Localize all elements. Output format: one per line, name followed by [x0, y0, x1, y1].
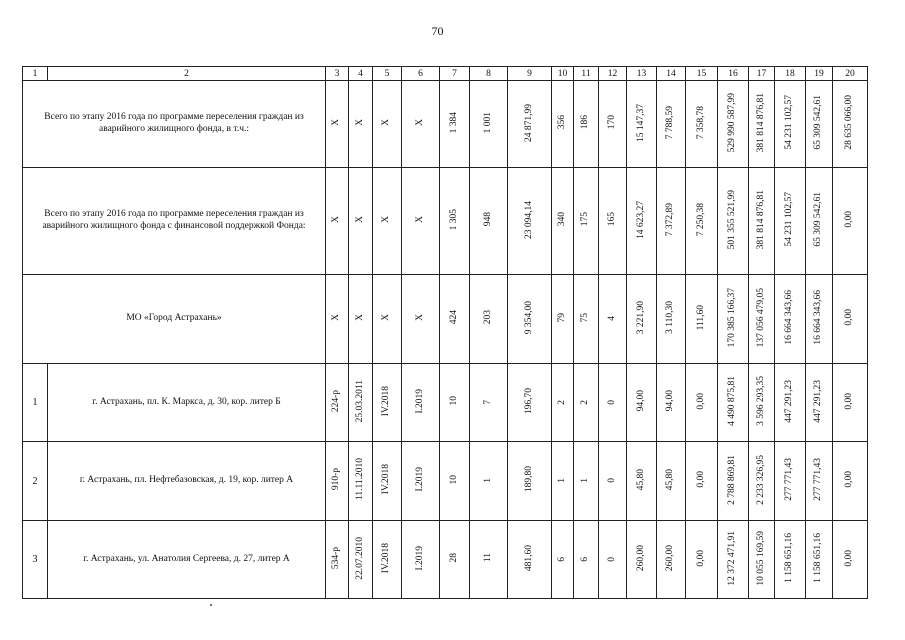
- rotated-value: 3 110,30: [665, 301, 676, 334]
- rotated-value: 54 231 102,57: [784, 192, 795, 247]
- rotated-value: 54 231 102,57: [784, 95, 795, 150]
- value-cell-c11: [574, 81, 599, 168]
- value-cell-c18: [775, 521, 806, 599]
- value-cell-c20: [833, 442, 868, 521]
- column-number-cell: 8: [470, 67, 508, 81]
- address-cell: г. Астрахань, пл. К. Маркса, д. 30, кор. литер Б: [48, 364, 326, 442]
- value-cell-c8: [470, 168, 508, 275]
- value-cell-c4: [349, 521, 373, 599]
- rotated-value: 94,00: [635, 390, 646, 412]
- rotated-value: 75: [580, 312, 591, 323]
- rotated-value: 203: [482, 310, 493, 325]
- value-cell-c16: [718, 168, 749, 275]
- rotated-value: Х: [331, 314, 342, 321]
- value-cell-c5: [373, 168, 402, 275]
- column-number-cell: 9: [508, 67, 552, 81]
- rotated-value: 447 291,23: [784, 379, 795, 423]
- value-cell-c6: [402, 275, 440, 364]
- value-cell-c7: [440, 275, 470, 364]
- resettlement-table: [22, 66, 868, 599]
- value-cell-c4: [349, 275, 373, 364]
- rotated-value: 10: [448, 474, 459, 485]
- value-cell-c17: [749, 168, 775, 275]
- rotated-value: 25.03.2011: [354, 379, 365, 423]
- value-cell-c19: [806, 275, 833, 364]
- column-number-cell: 16: [718, 67, 749, 81]
- value-cell-c6: [402, 442, 440, 521]
- rotated-value: 24 871,99: [523, 103, 534, 142]
- value-cell-c9: [508, 364, 552, 442]
- rotated-value: 447 291,23: [813, 379, 824, 423]
- row-number-cell: 1: [23, 364, 48, 442]
- rotated-value: 910-р: [331, 468, 342, 491]
- rotated-value: 2 233 326,95: [755, 454, 766, 505]
- value-cell-c4: [349, 168, 373, 275]
- rotated-value: 0,00: [844, 392, 855, 410]
- rotated-value: 2: [580, 399, 591, 405]
- rotated-value: 260,00: [665, 544, 676, 572]
- rotated-value: Х: [414, 119, 425, 126]
- column-number-cell: 5: [373, 67, 402, 81]
- value-cell-c14: [657, 442, 686, 521]
- rotated-value: 1: [482, 478, 493, 483]
- rotated-value: 170: [606, 115, 617, 130]
- column-number-cell: 11: [574, 67, 599, 81]
- value-cell-c18: [775, 81, 806, 168]
- rotated-value: 6: [556, 556, 567, 562]
- rotated-value: 2: [556, 399, 567, 405]
- value-cell-c20: [833, 81, 868, 168]
- rotated-value: 0: [606, 556, 617, 562]
- value-cell-c17: [749, 521, 775, 599]
- value-cell-c9: [508, 442, 552, 521]
- value-cell-c6: [402, 81, 440, 168]
- rotated-value: 0,00: [844, 309, 855, 326]
- rotated-value: Х: [414, 216, 425, 223]
- value-cell-c11: [574, 442, 599, 521]
- rotated-value: 1 001: [482, 111, 493, 134]
- rotated-value: 165: [606, 212, 617, 227]
- value-cell-c17: [749, 364, 775, 442]
- rotated-value: 11.11.2010: [354, 458, 365, 501]
- rotated-value: 7: [482, 399, 493, 405]
- column-number-cell: 18: [775, 67, 806, 81]
- value-cell-c11: [574, 364, 599, 442]
- value-cell-c17: [749, 442, 775, 521]
- value-cell-c10: [552, 442, 574, 521]
- value-cell-c9: [508, 81, 552, 168]
- summary-title-cell: Всего по этапу 2016 года по программе переселения граждан из аварийного жилищного фонда с финансовой поддержкой Фонда:: [23, 168, 326, 275]
- value-cell-c10: [552, 275, 574, 364]
- value-cell-c19: [806, 81, 833, 168]
- rotated-value: I.2019: [414, 467, 425, 492]
- value-cell-c16: [718, 442, 749, 521]
- value-cell-c20: [833, 364, 868, 442]
- scan-speck: [210, 604, 212, 606]
- value-cell-c3: [326, 521, 349, 599]
- rotated-value: I.2019: [414, 545, 425, 571]
- value-cell-c17: [749, 81, 775, 168]
- rotated-value: 22.07.2010: [354, 536, 365, 580]
- value-cell-c18: [775, 275, 806, 364]
- rotated-value: 7 358,78: [695, 105, 706, 140]
- rotated-value: 45,80: [665, 468, 676, 491]
- value-cell-c20: [833, 521, 868, 599]
- value-cell-c10: [552, 521, 574, 599]
- rotated-value: 356: [556, 115, 567, 130]
- value-cell-c13: [627, 364, 657, 442]
- rotated-value: 1 158 651,16: [813, 533, 824, 583]
- rotated-value: 0,00: [844, 549, 855, 567]
- rotated-value: 10 055 169,59: [755, 530, 766, 586]
- rotated-value: 6: [580, 556, 591, 562]
- rotated-value: Х: [354, 119, 365, 126]
- rotated-value: Х: [381, 314, 392, 321]
- value-cell-c16: [718, 81, 749, 168]
- row-number-cell: 3: [23, 521, 48, 599]
- value-cell-c7: [440, 81, 470, 168]
- summary-row: [23, 168, 868, 275]
- value-cell-c8: [470, 442, 508, 521]
- rotated-value: 0,00: [695, 549, 706, 567]
- rotated-value: 4 490 875,81: [727, 376, 738, 426]
- rotated-value: 0,00: [695, 392, 706, 410]
- value-cell-c14: [657, 81, 686, 168]
- rotated-value: 196,70: [523, 387, 534, 415]
- rotated-value: 3 221,90: [635, 300, 646, 335]
- value-cell-c4: [349, 442, 373, 521]
- column-number-cell: 4: [349, 67, 373, 81]
- value-cell-c11: [574, 521, 599, 599]
- value-cell-c6: [402, 521, 440, 599]
- value-cell-c10: [552, 364, 574, 442]
- building-row: [23, 442, 868, 521]
- rotated-value: 11: [482, 553, 493, 563]
- value-cell-c12: [599, 364, 627, 442]
- rotated-value: 0: [606, 478, 617, 483]
- value-cell-c3: [326, 275, 349, 364]
- row-number-cell: 2: [23, 442, 48, 521]
- rotated-value: 137 056 479,05: [755, 287, 766, 348]
- column-number-cell: 20: [833, 67, 868, 81]
- value-cell-c15: [686, 168, 718, 275]
- rotated-value: 65 309 542,61: [813, 192, 824, 247]
- column-number-row: [23, 67, 868, 81]
- summary-row: [23, 81, 868, 168]
- value-cell-c5: [373, 275, 402, 364]
- rotated-value: 14 623,27: [635, 200, 646, 239]
- value-cell-c16: [718, 521, 749, 599]
- rotated-value: IV.2018: [381, 385, 392, 417]
- rotated-value: 534-р: [331, 546, 342, 570]
- rotated-value: 4: [606, 316, 617, 321]
- rotated-value: 170 385 166,37: [727, 287, 738, 348]
- value-cell-c16: [718, 364, 749, 442]
- value-cell-c18: [775, 168, 806, 275]
- rotated-value: 10: [448, 396, 459, 406]
- rotated-value: 1 384: [448, 111, 459, 134]
- rotated-value: 501 355 521,99: [727, 189, 738, 250]
- value-cell-c15: [686, 275, 718, 364]
- value-cell-c7: [440, 364, 470, 442]
- value-cell-c8: [470, 364, 508, 442]
- value-cell-c5: [373, 364, 402, 442]
- value-cell-c14: [657, 521, 686, 599]
- value-cell-c19: [806, 364, 833, 442]
- value-cell-c15: [686, 442, 718, 521]
- value-cell-c7: [440, 442, 470, 521]
- rotated-value: IV.2018: [381, 464, 392, 495]
- summary-row: [23, 275, 868, 364]
- value-cell-c12: [599, 275, 627, 364]
- rotated-value: 9 354,00: [523, 300, 534, 335]
- rotated-value: Х: [354, 314, 365, 321]
- value-cell-c11: [574, 275, 599, 364]
- rotated-value: 23 094,14: [523, 200, 534, 239]
- rotated-value: 1 158 651,16: [784, 533, 795, 583]
- rotated-value: 15 147,37: [635, 103, 646, 142]
- summary-title-cell: МО «Город Астрахань»: [23, 275, 326, 364]
- value-cell-c13: [627, 521, 657, 599]
- column-number-cell: 7: [440, 67, 470, 81]
- address-cell: г. Астрахань, ул. Анатолия Сергеева, д. 27, литер А: [48, 521, 326, 599]
- value-cell-c18: [775, 442, 806, 521]
- value-cell-c13: [627, 442, 657, 521]
- rotated-value: 224-р: [331, 389, 342, 413]
- rotated-value: 7 788,59: [665, 105, 676, 140]
- rotated-value: 277 771,43: [813, 458, 824, 501]
- rotated-value: Х: [331, 216, 342, 223]
- value-cell-c15: [686, 364, 718, 442]
- value-cell-c20: [833, 275, 868, 364]
- value-cell-c15: [686, 81, 718, 168]
- rotated-value: 0,00: [695, 471, 706, 488]
- rotated-value: 260,00: [635, 544, 646, 572]
- value-cell-c9: [508, 168, 552, 275]
- rotated-value: 948: [482, 212, 493, 227]
- rotated-value: 0,00: [844, 211, 855, 228]
- value-cell-c19: [806, 521, 833, 599]
- rotated-value: 424: [448, 310, 459, 325]
- value-cell-c12: [599, 168, 627, 275]
- rotated-value: 16 664 343,66: [813, 290, 824, 345]
- value-cell-c8: [470, 521, 508, 599]
- column-number-cell: 15: [686, 67, 718, 81]
- rotated-value: 381 814 876,81: [755, 92, 766, 153]
- value-cell-c15: [686, 521, 718, 599]
- rotated-value: 381 814 876,81: [755, 189, 766, 250]
- rotated-value: 1: [580, 478, 591, 483]
- rotated-value: Х: [414, 314, 425, 321]
- value-cell-c20: [833, 168, 868, 275]
- column-number-cell: 1: [23, 67, 48, 81]
- value-cell-c17: [749, 275, 775, 364]
- column-number-cell: 13: [627, 67, 657, 81]
- rotated-value: 0: [606, 399, 617, 405]
- value-cell-c13: [627, 168, 657, 275]
- rotated-value: 186: [580, 115, 591, 130]
- value-cell-c19: [806, 442, 833, 521]
- value-cell-c3: [326, 168, 349, 275]
- rotated-value: 1 305: [448, 208, 459, 231]
- value-cell-c12: [599, 521, 627, 599]
- rotated-value: Х: [331, 119, 342, 126]
- rotated-value: 277 771,43: [784, 458, 795, 501]
- rotated-value: 2 788 869,81: [727, 454, 738, 505]
- address-cell: г. Астрахань, пл. Нефтебазовская, д. 19, кор. литер А: [48, 442, 326, 521]
- value-cell-c9: [508, 275, 552, 364]
- rotated-value: 7 372,89: [665, 202, 676, 237]
- value-cell-c9: [508, 521, 552, 599]
- rotated-value: 481,60: [523, 544, 534, 572]
- value-cell-c14: [657, 168, 686, 275]
- rotated-value: 0,00: [844, 471, 855, 488]
- value-cell-c13: [627, 275, 657, 364]
- rotated-value: 28 635 066,00: [844, 95, 855, 150]
- rotated-value: Х: [381, 119, 392, 126]
- column-number-cell: 17: [749, 67, 775, 81]
- rotated-value: 340: [556, 212, 567, 227]
- rotated-value: 94,00: [665, 390, 676, 412]
- value-cell-c8: [470, 81, 508, 168]
- column-number-cell: 2: [48, 67, 326, 81]
- value-cell-c4: [349, 364, 373, 442]
- value-cell-c7: [440, 521, 470, 599]
- value-cell-c5: [373, 81, 402, 168]
- rotated-value: 12 372 471,91: [727, 530, 738, 586]
- rotated-value: 1: [556, 478, 567, 483]
- column-number-cell: 14: [657, 67, 686, 81]
- value-cell-c3: [326, 364, 349, 442]
- summary-title-cell: Всего по этапу 2016 года по программе переселения граждан из аварийного жилищного фонда, в т.ч.:: [23, 81, 326, 168]
- value-cell-c3: [326, 81, 349, 168]
- value-cell-c5: [373, 442, 402, 521]
- value-cell-c12: [599, 442, 627, 521]
- rotated-value: 189,80: [523, 466, 534, 493]
- rotated-value: 65 309 542,61: [813, 95, 824, 150]
- rotated-value: I.2019: [414, 388, 425, 414]
- value-cell-c5: [373, 521, 402, 599]
- value-cell-c11: [574, 168, 599, 275]
- value-cell-c6: [402, 168, 440, 275]
- rotated-value: 28: [448, 553, 459, 563]
- column-number-cell: 6: [402, 67, 440, 81]
- value-cell-c14: [657, 275, 686, 364]
- column-number-cell: 3: [326, 67, 349, 81]
- value-cell-c8: [470, 275, 508, 364]
- value-cell-c13: [627, 81, 657, 168]
- value-cell-c12: [599, 81, 627, 168]
- value-cell-c19: [806, 168, 833, 275]
- building-row: [23, 364, 868, 442]
- value-cell-c4: [349, 81, 373, 168]
- value-cell-c14: [657, 364, 686, 442]
- value-cell-c3: [326, 442, 349, 521]
- rotated-value: 175: [580, 212, 591, 227]
- value-cell-c10: [552, 168, 574, 275]
- rotated-value: Х: [354, 216, 365, 223]
- rotated-value: 111,60: [695, 304, 706, 331]
- value-cell-c6: [402, 364, 440, 442]
- rotated-value: IV.2018: [381, 542, 392, 574]
- value-cell-c7: [440, 168, 470, 275]
- rotated-value: 16 664 343,66: [784, 290, 795, 345]
- rotated-value: 529 990 587,99: [727, 92, 738, 153]
- building-row: [23, 521, 868, 599]
- rotated-value: 45,80: [635, 468, 646, 491]
- page-number: 70: [431, 24, 444, 38]
- column-number-cell: 12: [599, 67, 627, 81]
- rotated-value: 3 596 293,35: [755, 376, 766, 426]
- column-number-cell: 10: [552, 67, 574, 81]
- value-cell-c10: [552, 81, 574, 168]
- value-cell-c16: [718, 275, 749, 364]
- value-cell-c18: [775, 364, 806, 442]
- rotated-value: Х: [381, 216, 392, 223]
- column-number-cell: 19: [806, 67, 833, 81]
- rotated-value: 7 250,38: [695, 202, 706, 237]
- rotated-value: 79: [556, 312, 567, 323]
